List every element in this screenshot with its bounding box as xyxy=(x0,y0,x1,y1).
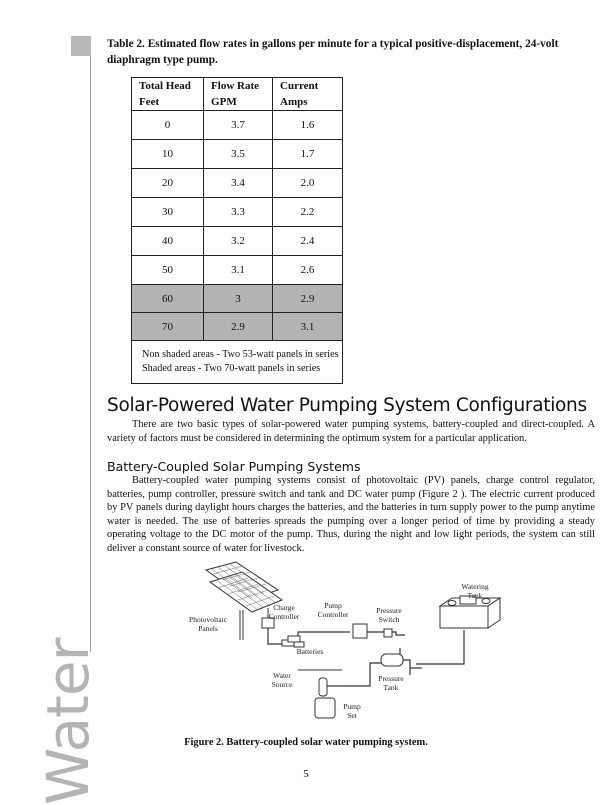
note-shaded: Shaded areas - Two 70-watt panels in series xyxy=(142,363,321,374)
table-row xyxy=(132,111,343,140)
table-row-shaded xyxy=(132,313,343,341)
label-pv-2: Panels xyxy=(198,624,218,633)
pressure-switch-icon xyxy=(384,629,392,637)
pump-set-icon xyxy=(315,678,342,718)
cell-head: 10 xyxy=(132,140,204,169)
cell-flow: 3.2 xyxy=(204,227,273,256)
table-row xyxy=(132,169,343,198)
flow-rate-table xyxy=(131,77,343,384)
battery-coupled-system-diagram xyxy=(170,560,530,730)
header-unit-amps: Amps xyxy=(273,94,343,111)
cell-flow: 3.7 xyxy=(204,111,273,140)
label-pressure-tank-2: Tank xyxy=(383,683,399,692)
cell-flow: 3.4 xyxy=(204,169,273,198)
table-row xyxy=(132,227,343,256)
label-watering-tank-2: Tank xyxy=(467,591,483,600)
intro-text: There are two basic types of solar-powered water pumping systems, battery-coupled and direct-coupled. A variety of factors must be considered in determining the optimum system for a particular application. xyxy=(107,419,595,444)
pressure-tank-icon xyxy=(381,654,403,666)
label-charge: Charge xyxy=(273,603,295,612)
header-total-head: Total Head xyxy=(132,78,204,95)
cell-head: 0 xyxy=(132,111,204,140)
label-batteries: Batteries xyxy=(296,647,324,656)
note-non-shaded: Non shaded areas - Two 53-watt panels in series xyxy=(142,349,339,360)
side-section-label: Water xyxy=(34,638,102,805)
label-pressure-switch: Pressure xyxy=(376,606,402,615)
label-pump-set: Pump xyxy=(343,702,361,711)
cell-head: 40 xyxy=(132,227,204,256)
page-number: 5 xyxy=(303,768,309,780)
cell-head: 60 xyxy=(132,285,204,313)
margin-rule xyxy=(90,56,91,652)
header-flow-rate: Flow Rate xyxy=(204,78,273,95)
cell-flow: 3 xyxy=(204,285,273,313)
header-unit-feet: Feet xyxy=(132,94,204,111)
table-row xyxy=(132,198,343,227)
cell-amps: 2.4 xyxy=(273,227,343,256)
section-tab-marker xyxy=(71,36,91,56)
label-pump-controller: Pump xyxy=(324,601,342,610)
figure-caption: Figure 2. Battery-coupled solar water pumping system. xyxy=(184,737,428,748)
intro-paragraph xyxy=(107,418,595,445)
label-water-source: Water xyxy=(273,671,291,680)
cell-head: 70 xyxy=(132,313,204,341)
cell-head: 50 xyxy=(132,256,204,285)
cell-amps: 2.9 xyxy=(273,285,343,313)
cell-amps: 2.2 xyxy=(273,198,343,227)
table-caption: Table 2. Estimated flow rates in gallons per minute for a typical positive-displacement, 24-volt diaphragm type pump. xyxy=(107,38,559,66)
label-pv: Photovoltaic xyxy=(189,615,227,624)
subsection-heading: Battery-Coupled Solar Pumping Systems xyxy=(107,459,361,474)
cell-flow: 3.5 xyxy=(204,140,273,169)
cell-amps: 2.0 xyxy=(273,169,343,198)
body-paragraph xyxy=(107,474,595,556)
cell-flow: 2.9 xyxy=(204,313,273,341)
cell-amps: 2.6 xyxy=(273,256,343,285)
label-watering-tank: Watering xyxy=(461,582,489,591)
header-current: Current xyxy=(273,78,343,95)
cell-amps: 1.7 xyxy=(273,140,343,169)
body-text: Battery-coupled water pumping systems consist of photovoltaic (PV) panels, charge control regulator, batteries, pump controller, pressure switch and tank and DC water pump (Figure 2 ). The electric current produced by PV panels during daylight hours charges the batteries, and the batteries in turn supply power to the pump anytime water is needed. The use of batteries spreads the pumping over a longer period of time by providing a steady operating voltage to the DC motor of the pump. Thus, during the night and low light periods, the system can still deliver a constant source of water for livestock. xyxy=(107,475,595,554)
section-heading: Solar-Powered Water Pumping System Configurations xyxy=(107,395,587,416)
table-row xyxy=(132,140,343,169)
cell-flow: 3.1 xyxy=(204,256,273,285)
cell-amps: 3.1 xyxy=(273,313,343,341)
cell-flow: 3.3 xyxy=(204,198,273,227)
pump-controller-icon xyxy=(353,624,367,638)
table-row xyxy=(132,256,343,285)
table-row-shaded xyxy=(132,285,343,313)
cell-amps: 1.6 xyxy=(273,111,343,140)
table-notes xyxy=(132,341,343,384)
table-notes-row xyxy=(132,341,343,384)
label-charge-2: Controller xyxy=(268,612,300,621)
label-pump-controller-2: Controller xyxy=(317,610,349,619)
header-unit-gpm: GPM xyxy=(204,94,273,111)
cell-head: 30 xyxy=(132,198,204,227)
watering-tank-icon xyxy=(440,596,500,628)
label-pressure-tank: Pressure xyxy=(378,674,404,683)
label-pressure-switch-2: Switch xyxy=(378,615,400,624)
label-water-source-2: Source xyxy=(271,680,293,689)
batteries-icon xyxy=(282,636,304,647)
cell-head: 20 xyxy=(132,169,204,198)
label-pump-set-2: Set xyxy=(347,711,357,720)
